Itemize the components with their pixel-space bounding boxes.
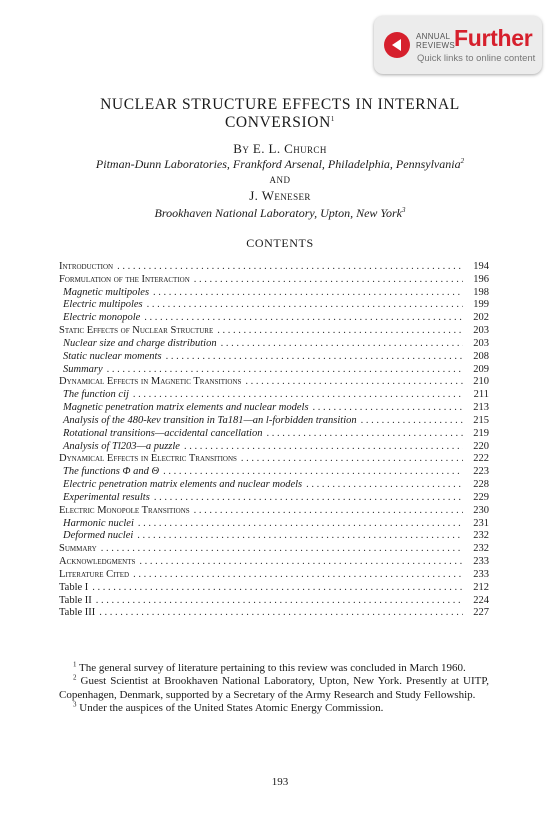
toc-entry-label: Formulation of the Interaction	[59, 273, 190, 285]
footnote-text: Guest Scientist at Brookhaven National Laboratory, Upton, New York. Presently at UITP, Copenhagen, Denmark, supported by a Secretary of the Army Research and Study Fellowship.	[59, 675, 489, 701]
toc-entry-page: 196	[473, 273, 489, 285]
toc-entry[interactable]	[59, 312, 489, 325]
footnote	[59, 662, 489, 675]
toc-entry-page: 203	[473, 337, 489, 349]
toc-entry-page: 220	[473, 440, 489, 452]
affiliation-2-text: Brookhaven National Laboratory, Upton, New York	[154, 206, 402, 220]
contents-heading: CONTENTS	[246, 236, 314, 250]
toc-entry[interactable]	[59, 595, 489, 608]
toc-entry-label: Acknowledgments	[59, 556, 136, 568]
toc-entry[interactable]	[59, 556, 489, 569]
logo-reviews-text: REVIEWS	[416, 41, 455, 50]
article-title-line2	[0, 114, 560, 132]
toc-entry-page: 233	[473, 568, 489, 580]
toc-entry-page: 228	[473, 479, 489, 491]
toc-entry-page: 194	[473, 261, 489, 272]
toc-leader-dots	[194, 505, 463, 518]
toc-leader-dots	[313, 402, 463, 415]
toc-entry[interactable]	[59, 261, 489, 274]
toc-leader-dots	[166, 351, 463, 364]
toc-entry-label: Summary	[63, 363, 103, 375]
toc-entry[interactable]	[59, 479, 489, 492]
toc-entry-page: 231	[473, 517, 489, 529]
article-title-line1: NUCLEAR STRUCTURE EFFECTS IN INTERNAL	[100, 96, 460, 113]
footnote-ref-2: 2	[460, 157, 465, 165]
toc-leader-dots	[241, 453, 463, 466]
toc-leader-dots	[154, 492, 463, 505]
toc-leader-dots	[101, 543, 463, 556]
toc-entry-label: The functions Φ and Θ	[63, 466, 160, 478]
toc-entry-label: The function cij	[63, 389, 129, 401]
toc-entry-page: 233	[473, 556, 489, 568]
toc-leader-dots	[117, 261, 463, 274]
quick-links-label: Quick links to online content	[417, 53, 536, 64]
toc-entry-label: Summary	[59, 543, 97, 555]
toc-leader-dots	[92, 582, 463, 595]
affiliation-1	[0, 157, 560, 172]
toc-entry[interactable]	[59, 402, 489, 415]
toc-leader-dots	[99, 607, 463, 620]
toc-entry-page: 232	[473, 530, 489, 542]
article-title-conversion: CONVERSION	[224, 114, 331, 131]
toc-entry-label: Rotational transitions—accidental cancellation	[63, 427, 263, 439]
toc-entry-page: 215	[473, 414, 489, 426]
toc-entry-page: 212	[473, 581, 489, 593]
toc-entry-label: Table II	[59, 594, 92, 606]
toc-entry-page: 208	[473, 350, 489, 362]
toc-entry[interactable]	[59, 453, 489, 466]
toc-entry-label: Nuclear size and charge distribution	[63, 337, 217, 349]
toc-entry[interactable]	[59, 518, 489, 531]
toc-entry[interactable]	[59, 287, 489, 300]
toc-entry-label: Harmonic nuclei	[63, 517, 134, 529]
toc-entry[interactable]	[59, 299, 489, 312]
author-2: J. Weneser	[249, 188, 311, 203]
toc-leader-dots	[139, 556, 463, 569]
toc-entry-page: 224	[473, 594, 489, 606]
toc-leader-dots	[144, 312, 463, 325]
play-arrow-icon	[384, 32, 410, 58]
toc-entry[interactable]	[59, 530, 489, 543]
toc-entry-page: 229	[473, 491, 489, 503]
toc-leader-dots	[138, 518, 463, 531]
toc-entry-label: Static Effects of Nuclear Structure	[59, 325, 214, 337]
toc-entry[interactable]	[59, 582, 489, 595]
toc-entry[interactable]	[59, 364, 489, 377]
toc-entry-label: Magnetic multipoles	[63, 286, 150, 298]
toc-leader-dots	[266, 428, 463, 441]
toc-leader-dots	[153, 287, 463, 300]
toc-entry[interactable]	[59, 338, 489, 351]
toc-entry-page: 219	[473, 427, 489, 439]
toc-entry[interactable]	[59, 569, 489, 582]
toc-leader-dots	[137, 530, 463, 543]
footnotes	[59, 662, 489, 716]
toc-entry-label: Electric multipoles	[63, 299, 143, 311]
toc-entry-label: Dynamical Effects in Electric Transitions	[59, 453, 237, 465]
toc-entry-label: Deformed nuclei	[63, 530, 134, 542]
page-number: 193	[271, 776, 289, 788]
toc-entry[interactable]	[59, 441, 489, 454]
toc-entry-label: Static nuclear moments	[63, 350, 162, 362]
toc-leader-dots	[107, 364, 463, 377]
toc-entry-page: 230	[473, 504, 489, 516]
author-byline: By E. L. Church	[233, 141, 327, 156]
toc-leader-dots	[133, 389, 463, 402]
toc-entry-page: 199	[473, 299, 489, 311]
toc-entry-page: 210	[473, 376, 489, 388]
toc-entry[interactable]	[59, 543, 489, 556]
table-of-contents	[59, 261, 489, 620]
toc-leader-dots	[163, 466, 463, 479]
affiliation-2	[0, 206, 560, 221]
toc-entry[interactable]	[59, 505, 489, 518]
toc-entry-label: Analysis of Tl203—a puzzle	[63, 440, 180, 452]
toc-entry-page: 209	[473, 363, 489, 375]
toc-entry-page: 227	[473, 607, 489, 619]
toc-entry-label: Literature Cited	[59, 568, 130, 580]
toc-entry-page: 232	[473, 543, 489, 555]
toc-leader-dots	[184, 441, 463, 454]
toc-entry-page: 198	[473, 286, 489, 298]
footnote-ref-3: 3	[401, 206, 406, 214]
toc-leader-dots	[245, 376, 463, 389]
toc-leader-dots	[361, 415, 463, 428]
toc-entry[interactable]	[59, 376, 489, 389]
toc-entry-label: Magnetic penetration matrix elements and nuclear models	[63, 402, 309, 414]
footnote-mark: 3	[73, 700, 77, 709]
footnote	[59, 675, 489, 702]
toc-entry-label: Electric Monopole Transitions	[59, 504, 190, 516]
toc-leader-dots	[194, 274, 463, 287]
toc-entry-label: Introduction	[59, 261, 114, 272]
toc-entry-page: 222	[473, 453, 489, 465]
further-label: Further	[454, 25, 533, 51]
toc-entry-page: 203	[473, 325, 489, 337]
footnote	[59, 702, 489, 715]
toc-entry[interactable]	[59, 466, 489, 479]
toc-entry-page: 202	[473, 312, 489, 324]
toc-entry[interactable]	[59, 389, 489, 402]
toc-entry-label: Experimental results	[63, 491, 150, 503]
affiliation-1-text: Pitman-Dunn Laboratories, Frankford Arsenal, Philadelphia, Pennsylvania	[95, 157, 461, 171]
toc-leader-dots	[221, 338, 463, 351]
footnote-ref-1: 1	[330, 114, 335, 123]
toc-entry-label: Electric penetration matrix elements and nuclear models	[63, 479, 303, 491]
toc-entry[interactable]	[59, 274, 489, 287]
toc-leader-dots	[217, 325, 463, 338]
toc-entry-label: Dynamical Effects in Magnetic Transitions	[59, 376, 242, 388]
toc-entry[interactable]	[59, 607, 489, 620]
toc-entry-label: Table III	[59, 607, 96, 619]
annual-reviews-further-badge[interactable]	[374, 16, 542, 74]
toc-leader-dots	[147, 299, 463, 312]
toc-entry-label: Electric monopole	[63, 312, 141, 324]
toc-leader-dots	[96, 595, 463, 608]
toc-entry[interactable]	[59, 351, 489, 364]
footnote-mark: 2	[73, 673, 77, 682]
toc-entry-page: 223	[473, 466, 489, 478]
logo-annual-text: ANNUAL	[416, 32, 451, 41]
toc-entry-page: 211	[473, 389, 489, 401]
toc-entry[interactable]	[59, 325, 489, 338]
toc-entry[interactable]	[59, 415, 489, 428]
toc-entry[interactable]	[59, 428, 489, 441]
toc-entry-label: Table I	[59, 581, 89, 593]
toc-leader-dots	[306, 479, 463, 492]
footnote-text: The general survey of literature pertaining to this review was concluded in March 1960.	[76, 662, 466, 674]
and-separator: AND	[269, 175, 291, 185]
toc-entry-label: Analysis of the 480-kev transition in Ta181—an l-forbidden transition	[63, 414, 357, 426]
toc-leader-dots	[133, 569, 463, 582]
toc-entry-page: 213	[473, 402, 489, 414]
footnote-text: Under the auspices of the United States Atomic Energy Commission.	[76, 702, 384, 715]
annual-reviews-logo	[416, 32, 455, 50]
toc-entry[interactable]	[59, 492, 489, 505]
footnote-mark: 1	[73, 660, 77, 669]
